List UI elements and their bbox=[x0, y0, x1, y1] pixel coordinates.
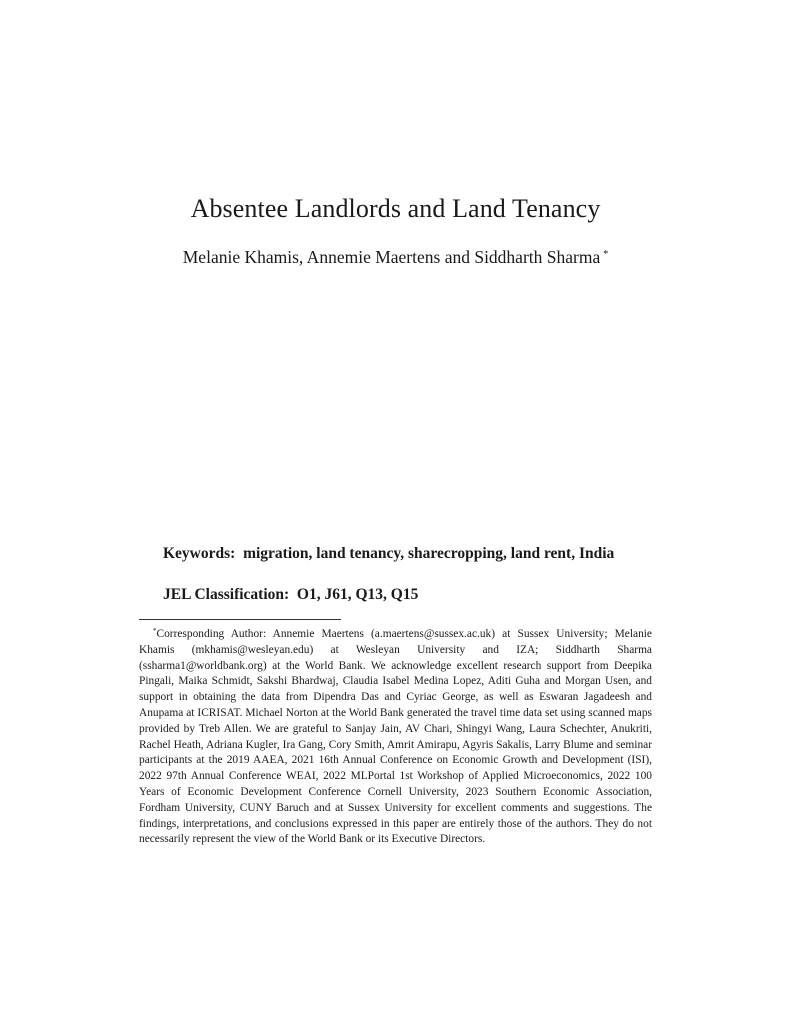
jel-classification bbox=[163, 586, 418, 604]
author-list bbox=[0, 247, 791, 268]
footnote-mark: * bbox=[153, 627, 157, 635]
keywords-value: migration, land tenancy, sharecropping, land rent, India bbox=[243, 545, 615, 562]
paper-title: Absentee Landlords and Land Tenancy bbox=[190, 194, 601, 223]
footnote-rule bbox=[139, 619, 341, 620]
author-footnote-mark: * bbox=[603, 249, 609, 260]
jel-value: O1, J61, Q13, Q15 bbox=[296, 586, 419, 603]
corresponding-author-footnote bbox=[139, 624, 652, 848]
keywords-label: Keywords: bbox=[163, 545, 236, 562]
jel-label: JEL Classification: bbox=[163, 586, 290, 603]
footnote-text: Corresponding Author: Annemie Maertens (a.maertens@sussex.ac.uk) at Sussex University; Melanie Khamis (mkhamis@wesleyan.edu) at Wesleyan University and IZA; Siddharth Sharma (ssharma1@worldbank.org) at the World Bank. We acknowledge excellent research support from Deepika Pingali, Maika Schmidt, Sakshi Bhardwaj, Claudia Isabel Medina Lopez, Aditi Guha and Morgan Usen, and support in obtaining the data from Dipendra Das and Cyriac George, as well as Eswaran Jagadeesh and Anupama at ICRISAT. Michael Norton at the World Bank generated the travel time data set using scanned maps provided by Treb Allen. We are grateful to Sanjay Jain, AV Chari, Shingyi Wang, Laura Schechter, Anukriti, Rachel Heath, Adriana Kugler, Ira Gang, Cory Smith, Amrit Amirapu, Agyris Sakalis, Larry Blume and seminar participants at the 2019 AAEA, 2021 16th Annual Conference on Economic Growth and Development (ISI), 2022 97th Annual Conference WEAI, 2022 MLPortal 1st Workshop of Applied Microeconomics, 2022 100 Years of Economic Development Conference Cornell University, 2023 Southern Economic Association, Fordham University, CUNY Baruch and at Sussex University for excellent comments and suggestions. The findings, interpretations, and conclusions expressed in this paper are entirely those of the authors. They do not necessarily represent the view of the World Bank or its Executive Directors. bbox=[139, 628, 652, 846]
keywords bbox=[139, 544, 652, 563]
author-names: Melanie Khamis, Annemie Maertens and Siddharth Sharma bbox=[182, 247, 601, 267]
